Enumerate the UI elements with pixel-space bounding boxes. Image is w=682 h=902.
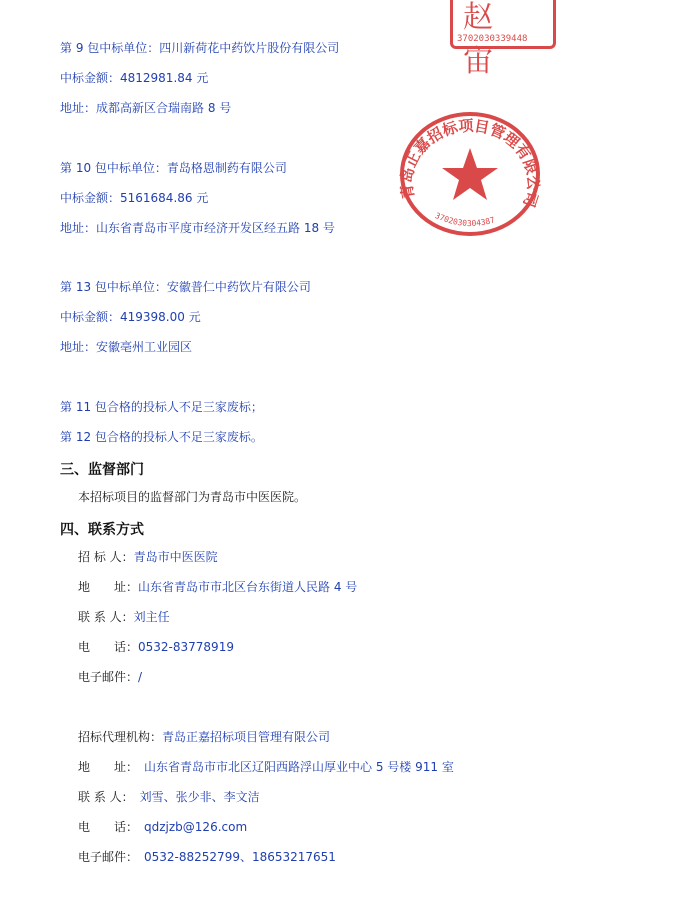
lot-10-winner: 第 10 包中标单位：青岛格恩制药有限公司 [60,161,287,175]
contact-label: 联 系 人： [78,610,134,624]
buyer-email: / [138,670,143,684]
stamp-glyphs: 赵 宙 [463,0,501,79]
svg-text:3702030304387: 3702030304387 [433,211,496,229]
svg-text:青岛正嘉招标项目管理有限公司: 青岛正嘉招标项目管理有限公司 [398,116,543,210]
buyer-contact-row [78,609,170,625]
lot-13-address: 地址：安徽亳州工业园区 [60,340,193,354]
agency-name: 青岛正嘉招标项目管理有限公司 [162,730,331,744]
stamp-number: 3702030339448 [457,34,528,44]
lot-9-address: 地址：成都高新区合瑞南路 8 号 [60,101,232,115]
agency-contact-row [78,789,260,805]
agency-email: 0532-88252799、18653217651 [144,850,336,864]
company-seal [398,110,546,240]
contact-label: 联 系 人： [78,790,134,804]
contact-label: 地 址： [78,580,139,594]
contact-label: 招 标 人： [78,550,134,564]
agency-contact: 刘雪、张少非、李文洁 [139,790,260,804]
buyer-address-row [78,579,357,595]
section-3-title: 三、监督部门 [60,462,144,478]
section-3-body: 本招标项目的监督部门为青岛市中医医院。 [78,490,307,504]
lot-13-amount: 中标金额：419398.00 元 [60,310,201,324]
buyer-phone-row [78,639,234,655]
buyer-name-row [78,549,218,565]
partial-stamp [450,0,556,79]
contact-label: 招标代理机构： [78,730,163,744]
contact-label: 电子邮件： [78,670,139,684]
contact-label: 电子邮件： [78,850,139,864]
section-4-title: 四、联系方式 [60,522,144,538]
lot-10-amount: 中标金额：5161684.86 元 [60,191,209,205]
buyer-contact: 刘主任 [133,610,170,624]
agency-address-row [78,759,454,775]
lot-10-address: 地址：山东省青岛市平度市经济开发区经五路 18 号 [60,221,335,235]
buyer-name: 青岛市中医医院 [133,550,218,564]
buyer-address: 山东省青岛市市北区台东街道人民路 4 号 [138,580,358,594]
agency-address: 山东省青岛市市北区辽阳西路浮山厚业中心 5 号楼 911 室 [144,760,454,774]
failed-lot-11: 第 11 包合格的投标人不足三家废标； [60,400,263,414]
buyer-email-row [78,669,142,685]
lot-9-amount: 中标金额：4812981.84 元 [60,71,209,85]
buyer-phone: 0532-83778919 [138,640,234,654]
lot-13-winner: 第 13 包中标单位：安徽普仁中药饮片有限公司 [60,280,311,294]
agency-phone-row [78,819,247,835]
contact-label: 电 话： [78,640,139,654]
agency-phone: qdzjzb@126.com [144,820,248,834]
lot-9-winner: 第 9 包中标单位：四川新荷花中药饮片股份有限公司 [60,41,340,55]
contact-label: 地 址： [78,760,139,774]
failed-lot-12: 第 12 包合格的投标人不足三家废标。 [60,430,263,444]
contact-label: 电 话： [78,820,139,834]
agency-email-row [78,849,336,865]
agency-name-row [78,729,330,745]
